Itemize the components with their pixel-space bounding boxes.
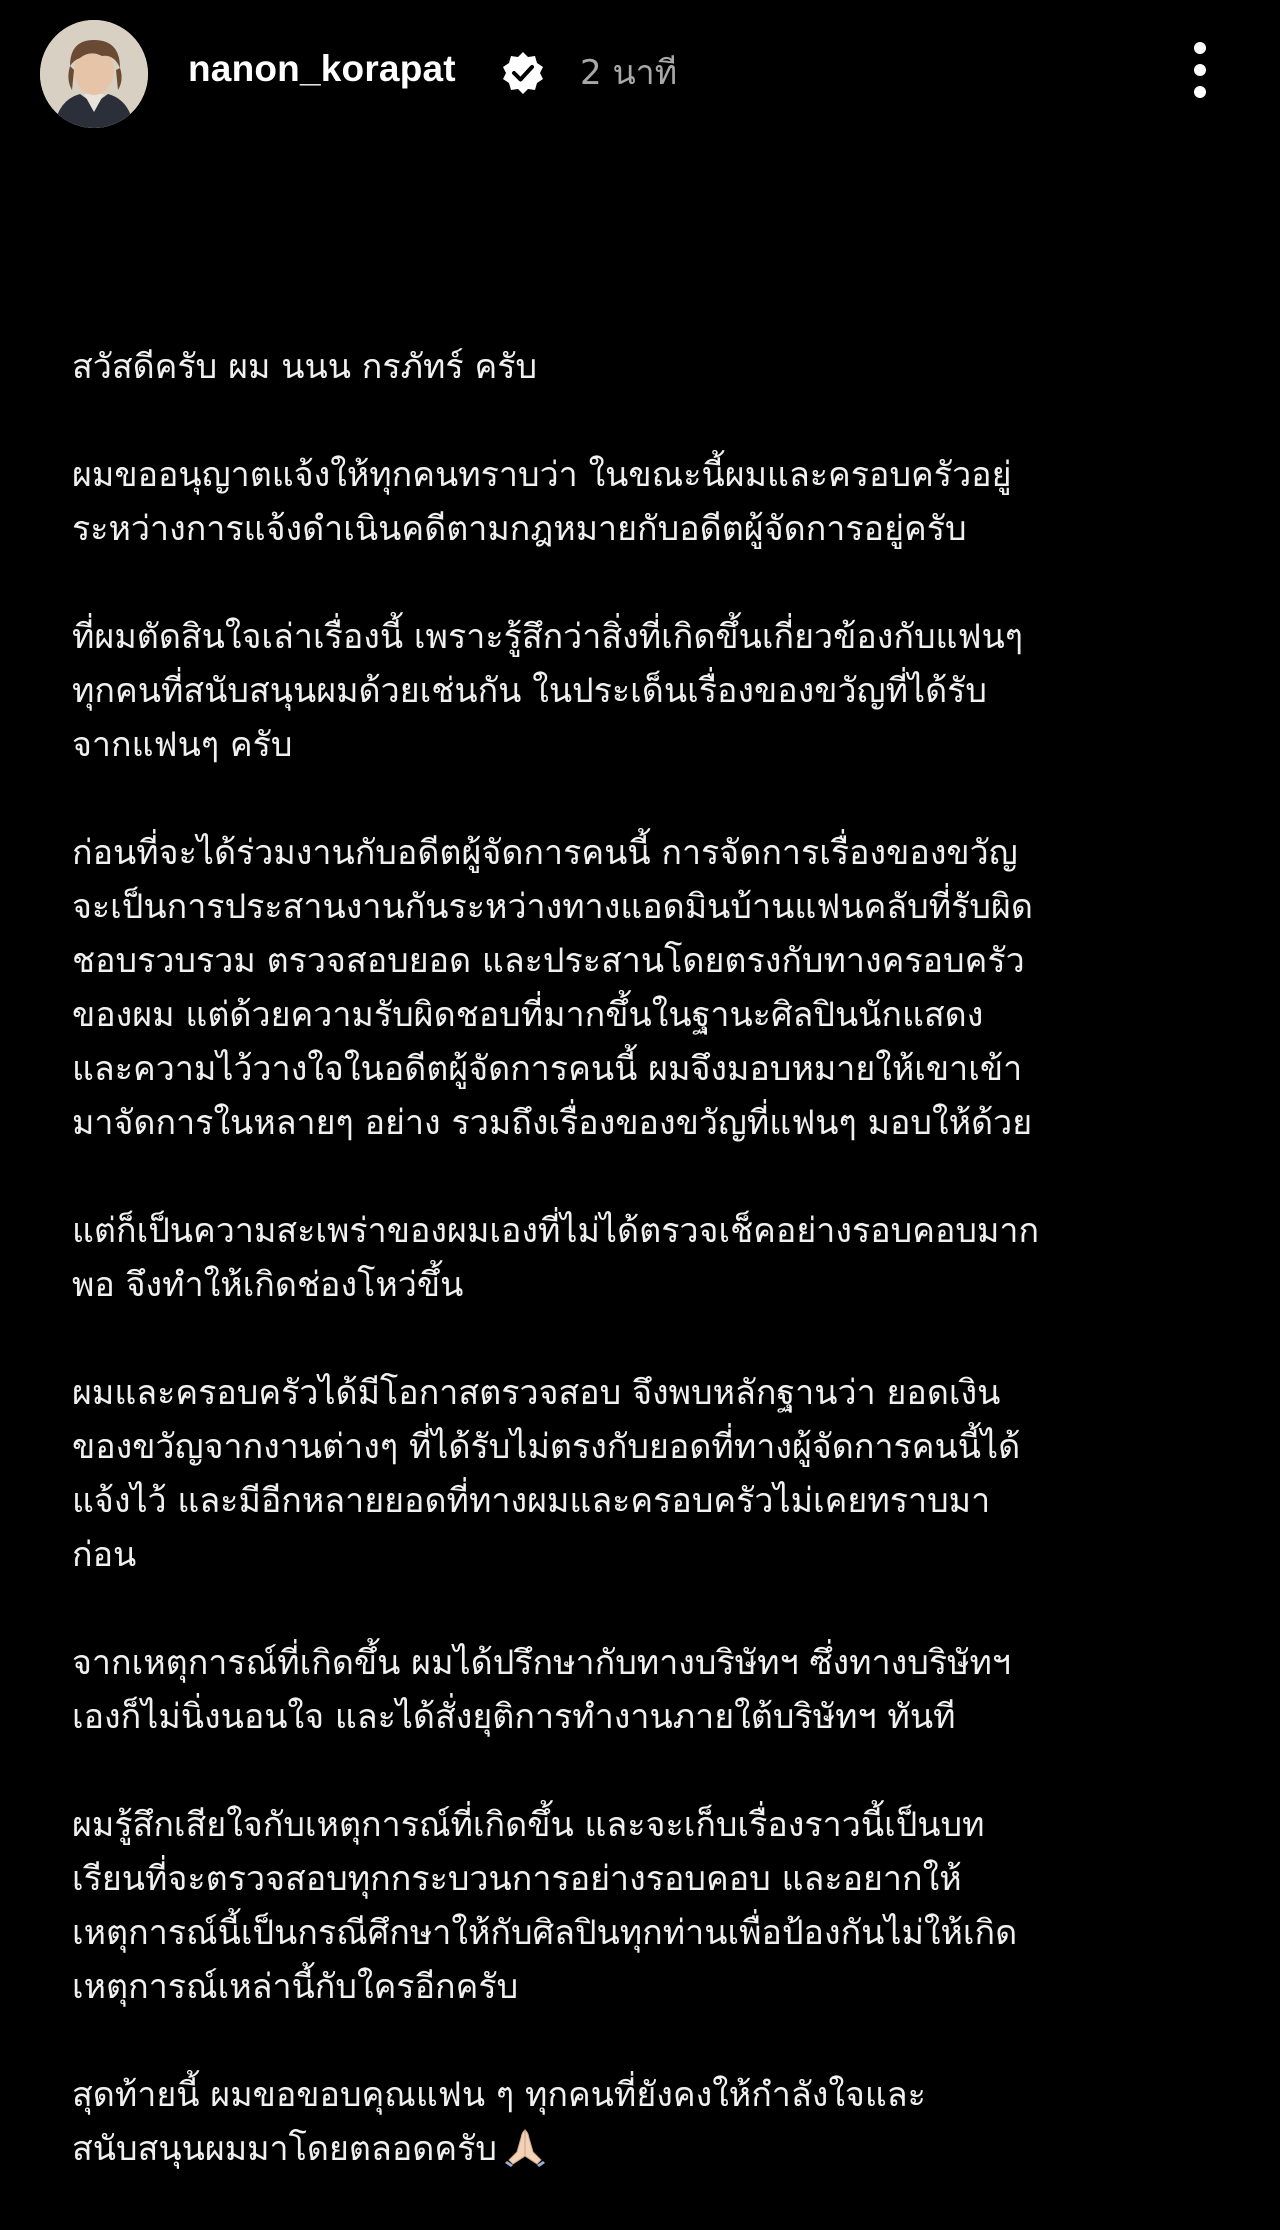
caption-line: มาจัดการในหลายๆ อย่าง รวมถึงเรื่องของขวัญที่แฟนๆ มอบให้ด้วย [72, 1103, 1033, 1143]
caption-line: เรียนที่จะตรวจสอบทุกกระบวนการอย่างรอบคอบ และอยากให้ [72, 1859, 962, 1899]
caption-line: เองก็ไม่นิ่งนอนใจ และได้สั่งยุติการทำงานภายใต้บริษัทฯ ทันที [72, 1697, 956, 1737]
post-header [0, 0, 1280, 148]
caption-line: ของขวัญจากงานต่างๆ ที่ได้รับไม่ตรงกับยอดที่ทางผู้จัดการคนนี้ได้ [72, 1427, 1021, 1467]
caption-line: ที่ผมตัดสินใจเล่าเรื่องนี้ เพราะรู้สึกว่าสิ่งที่เกิดขึ้นเกี่ยวข้องกับแฟนๆ [72, 617, 1024, 657]
caption-paragraph [72, 448, 1222, 556]
caption-paragraph [72, 1636, 1222, 1744]
caption-paragraph [72, 1798, 1222, 2014]
caption-paragraph [72, 340, 1222, 394]
caption-paragraph [72, 826, 1222, 1150]
caption-line: จากเหตุการณ์ที่เกิดขึ้น ผมได้ปรึกษากับทางบริษัทฯ ซึ่งทางบริษัทฯ [72, 1643, 1012, 1683]
profile-avatar[interactable] [40, 20, 148, 128]
caption-line: พอ จึงทำให้เกิดช่องโหว่ขึ้น [72, 1265, 464, 1305]
post-timestamp: 2 นาที [580, 53, 678, 93]
post-caption [72, 340, 1222, 2230]
caption-line: ก่อน [72, 1535, 137, 1575]
folded-hands-icon [503, 2126, 547, 2168]
avatar-image [40, 20, 148, 128]
caption-line-last [72, 2122, 1222, 2176]
caption-paragraph [72, 610, 1222, 772]
caption-line: จากแฟนๆ ครับ [72, 725, 293, 765]
caption-paragraph [72, 1204, 1222, 1312]
caption-paragraph [72, 2068, 1222, 2176]
caption-line: ผมรู้สึกเสียใจกับเหตุการณ์ที่เกิดขึ้น และจะเก็บเรื่องราวนี้เป็นบท [72, 1805, 985, 1845]
caption-line: ของผม แต่ด้วยความรับผิดชอบที่มากขึ้นในฐานะศิลปินนักแสดง [72, 995, 984, 1035]
caption-line: ทุกคนที่สนับสนุนผมด้วยเช่นกัน ในประเด็นเรื่องของขวัญที่ได้รับ [72, 671, 988, 711]
more-vertical-icon-dot [1194, 64, 1206, 76]
caption-line: แต่ก็เป็นความสะเพร่าของผมเองที่ไม่ได้ตรวจเช็คอย่างรอบคอบมาก [72, 1211, 1040, 1251]
caption-line: จะเป็นการประสานงานกันระหว่างทางแอดมินบ้านแฟนคลับที่รับผิด [72, 887, 1033, 927]
verified-badge-icon [500, 50, 546, 96]
more-vertical-icon-dot [1194, 42, 1206, 54]
username[interactable]: nanon_korapat [188, 48, 456, 89]
caption-line-text: สนับสนุนผมมาโดยตลอดครับ [72, 2129, 497, 2169]
caption-line: และความไว้วางใจในอดีตผู้จัดการคนนี้ ผมจึงมอบหมายให้เขาเข้า [72, 1049, 1023, 1089]
caption-line: ก่อนที่จะได้ร่วมงานกับอดีตผู้จัดการคนนี้ การจัดการเรื่องของขวัญ [72, 833, 1018, 873]
more-vertical-icon-dot [1194, 86, 1206, 98]
caption-line: สวัสดีครับ ผม นนน กรภัทร์ ครับ [72, 347, 538, 387]
caption-paragraph [72, 1366, 1222, 1582]
more-options-button[interactable] [1178, 38, 1222, 102]
caption-line: แจ้งไว้ และมีอีกหลายยอดที่ทางผมและครอบครัวไม่เคยทราบมา [72, 1481, 991, 1521]
caption-line: ผมและครอบครัวได้มีโอกาสตรวจสอบ จึงพบหลักฐานว่า ยอดเงิน [72, 1373, 1001, 1413]
caption-line: ผมขออนุญาตแจ้งให้ทุกคนทราบว่า ในขณะนี้ผมและครอบครัวอยู่ [72, 455, 1012, 495]
caption-line: ชอบรวบรวม ตรวจสอบยอด และประสานโดยตรงกับทางครอบครัว [72, 941, 1025, 981]
caption-line: เหตุการณ์นี้เป็นกรณีศึกษาให้กับศิลปินทุกท่านเพื่อป้องกันไม่ให้เกิด [72, 1913, 1018, 1953]
caption-line: เหตุการณ์เหล่านี้กับใครอีกครับ [72, 1967, 519, 2007]
caption-line: สุดท้ายนี้ ผมขอขอบคุณแฟน ๆ ทุกคนที่ยังคงให้กำลังใจและ [72, 2075, 926, 2115]
caption-line: ระหว่างการแจ้งดำเนินคดีตามกฎหมายกับอดีตผู้จัดการอยู่ครับ [72, 509, 967, 549]
